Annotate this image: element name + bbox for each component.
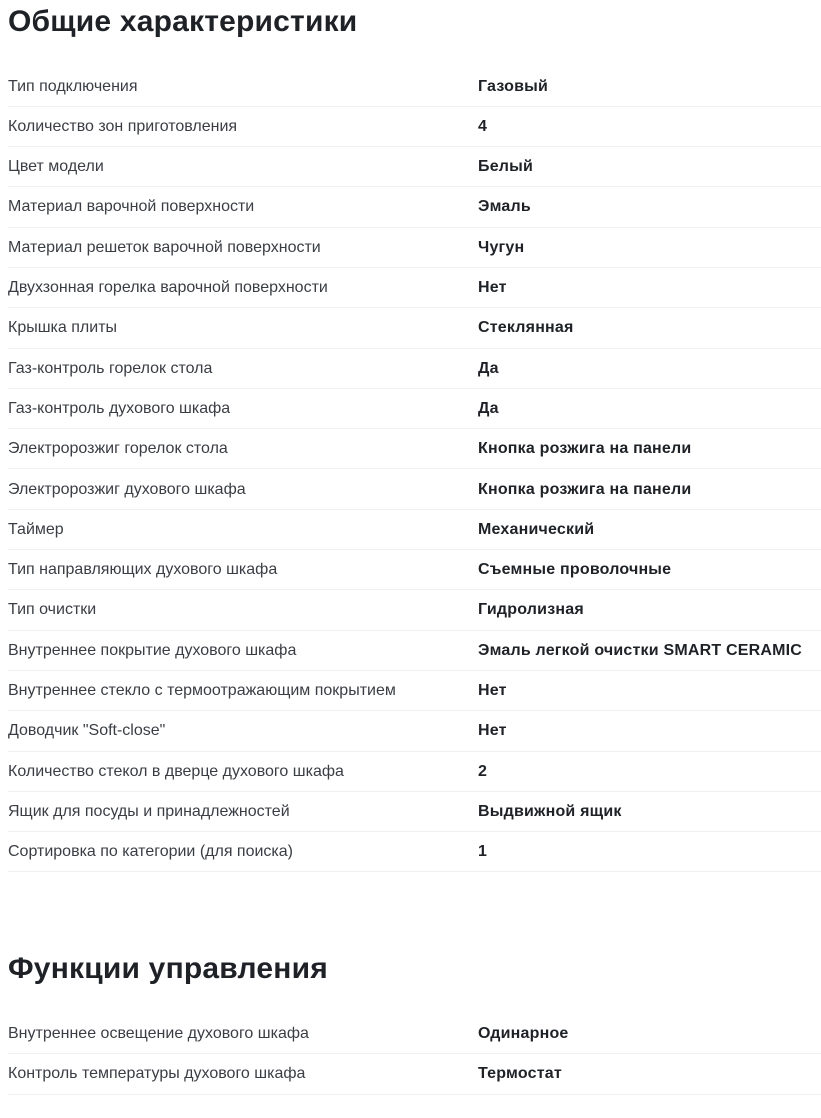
- spec-value: Нет: [478, 722, 507, 740]
- spec-value: Чугун: [478, 238, 525, 256]
- spec-label: Газ-контроль духового шкафа: [8, 399, 231, 417]
- spec-row: [8, 308, 821, 348]
- spec-value: Эмаль: [478, 198, 531, 216]
- section-title: Функции управления: [8, 952, 328, 986]
- spec-row: [8, 1054, 821, 1094]
- spec-value: Газовый: [478, 77, 549, 95]
- spec-row: [8, 469, 821, 509]
- spec-label: Внутреннее покрытие духового шкафа: [8, 641, 297, 659]
- spec-label: Внутреннее стекло с термоотражающим покрытием: [8, 682, 396, 699]
- spec-row: [8, 268, 821, 308]
- spec-rows: [8, 1014, 821, 1095]
- spec-value: 4: [478, 117, 488, 135]
- spec-label: Двухзонная горелка варочной поверхности: [8, 279, 328, 297]
- spec-row: [8, 550, 821, 590]
- spec-row: [8, 832, 821, 872]
- spec-label: Количество зон приготовления: [8, 117, 238, 135]
- spec-value: Одинарное: [478, 1024, 569, 1042]
- spec-value: Выдвижной ящик: [478, 802, 622, 820]
- spec-label: Количество стекол в дверце духового шкафа: [8, 762, 344, 780]
- spec-value: Съемные проволочные: [478, 561, 672, 579]
- spec-label: Цвет модели: [8, 158, 104, 176]
- spec-section: [8, 5, 821, 872]
- spec-label: Доводчик "Soft-close": [8, 722, 166, 740]
- spec-label: Тип направляющих духового шкафа: [8, 561, 278, 579]
- section-title: Общие характеристики: [8, 5, 358, 38]
- spec-value: Кнопка розжига на панели: [478, 440, 692, 458]
- spec-row: [8, 389, 821, 429]
- spec-label: Электророзжиг духового шкафа: [8, 480, 246, 498]
- spec-label: Электророзжиг горелок стола: [8, 440, 228, 458]
- spec-row: [8, 590, 821, 630]
- spec-label: Контроль температуры духового шкафа: [8, 1065, 306, 1083]
- spec-row: [8, 107, 821, 147]
- spec-value: Белый: [478, 158, 534, 176]
- spec-value: Механический: [478, 520, 595, 538]
- spec-row: [8, 147, 821, 187]
- spec-value: Да: [478, 359, 499, 377]
- spec-value: 1: [478, 843, 488, 861]
- spec-section: [8, 952, 821, 1094]
- spec-label: Тип подключения: [8, 77, 138, 95]
- spec-row: [8, 631, 821, 671]
- spec-row: [8, 228, 821, 268]
- spec-label: Газ-контроль горелок стола: [8, 359, 213, 377]
- spec-label: Сортировка по категории (для поиска): [8, 843, 293, 861]
- spec-value: Кнопка розжига на панели: [478, 480, 692, 498]
- spec-value: 2: [478, 762, 488, 780]
- spec-value: Да: [478, 399, 499, 417]
- spec-row: [8, 510, 821, 550]
- spec-label: Материал решеток варочной поверхности: [8, 238, 321, 256]
- spec-row: [8, 349, 821, 389]
- spec-row: [8, 187, 821, 227]
- spec-rows: [8, 67, 821, 873]
- spec-label: Материал варочной поверхности: [8, 198, 255, 216]
- spec-value: Гидролизная: [478, 601, 584, 619]
- spec-row: [8, 67, 821, 107]
- spec-value: Термостат: [478, 1065, 562, 1083]
- spec-row: [8, 429, 821, 469]
- spec-label: Ящик для посуды и принадлежностей: [8, 802, 290, 820]
- spec-value: Эмаль легкой очистки SMART CERAMIC: [478, 641, 803, 659]
- spec-value: Стеклянная: [478, 319, 574, 337]
- spec-label: Тип очистки: [8, 601, 97, 619]
- spec-value: Нет: [478, 682, 507, 699]
- spec-label: Крышка плиты: [8, 319, 118, 337]
- spec-label: Таймер: [8, 520, 64, 538]
- spec-label: Внутреннее освещение духового шкафа: [8, 1024, 309, 1042]
- spec-row: [8, 792, 821, 832]
- spec-row: [8, 752, 821, 792]
- spec-row: [8, 1014, 821, 1054]
- spec-row: [8, 711, 821, 751]
- spec-value: Нет: [478, 279, 507, 297]
- spec-row: [8, 671, 821, 711]
